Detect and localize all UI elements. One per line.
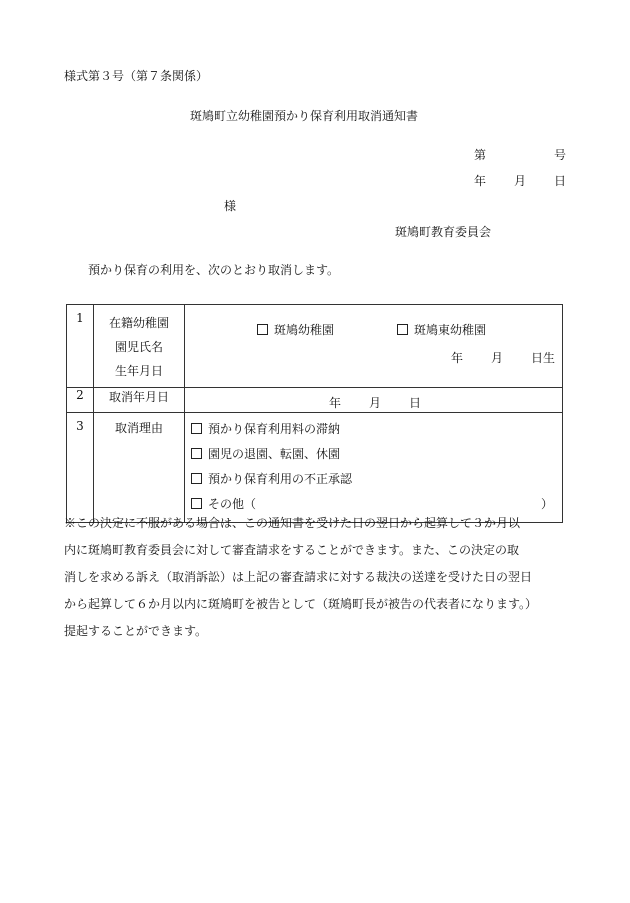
cancel-date-month: 月 — [369, 396, 382, 410]
reason-other[interactable]: その他（ ） — [191, 492, 562, 517]
checkbox-icon[interactable] — [397, 324, 408, 335]
issue-date-month: 月 — [514, 174, 527, 188]
label-birthdate: 生年月日 — [114, 364, 163, 378]
table-row — [67, 413, 563, 523]
dob-year: 年 — [451, 351, 464, 365]
sender-name: 斑鳩町教育委員会 — [395, 225, 492, 239]
recipient-honorific: 様 — [224, 199, 237, 213]
other-close-paren: ） — [541, 497, 554, 511]
table-row — [67, 388, 563, 413]
checkbox-icon[interactable] — [257, 324, 268, 335]
cancel-date-year: 年 — [329, 396, 342, 410]
dob-day: 日生 — [531, 351, 556, 365]
notice-line: 提起することができます。 — [64, 624, 208, 638]
notice-line: 消しを求める訴え（取消訴訟）は上記の審査請求に対する裁決の送達を受けた日の翌日 — [64, 570, 533, 584]
row-number: 3 — [67, 413, 94, 523]
reason-unpaid-fee[interactable]: 預かり保育利用料の滞納 — [191, 417, 562, 442]
row-number: 2 — [67, 388, 94, 413]
option-ikaruga-higashi-kindergarten[interactable]: 斑鳩東幼稚園 — [397, 321, 486, 338]
checkbox-icon[interactable] — [191, 423, 202, 434]
row-number: 1 — [67, 305, 94, 388]
notice-line: 内に斑鳩町教育委員会に対して審査請求をすることができます。また、この決定の取 — [64, 543, 520, 557]
cancellation-table — [66, 304, 563, 523]
reason-improper-approval[interactable]: 預かり保育利用の不正承認 — [191, 467, 562, 492]
dob-month: 月 — [491, 351, 504, 365]
document-title: 斑鳩町立幼稚園預かり保育利用取消通知書 — [190, 109, 419, 123]
cancel-date-cell — [185, 388, 563, 413]
appeal-notice — [64, 510, 572, 645]
issue-date-day: 日 — [554, 174, 567, 188]
doc-number-prefix: 第 — [474, 148, 487, 162]
reasons-cell — [185, 413, 563, 523]
notice-line: から起算して６か月以内に斑鳩町を被告として（斑鳩町長が被告の代表者になります。） — [64, 597, 538, 611]
checkbox-icon[interactable] — [191, 448, 202, 459]
reason-withdrawal[interactable]: 園児の退園、転園、休園 — [191, 442, 562, 467]
checkbox-icon[interactable] — [191, 473, 202, 484]
issue-date-year: 年 — [474, 174, 487, 188]
notice-line: ※この決定に不服がある場合は、この通知書を受けた日の翌日から起算して３か月以 — [64, 516, 521, 530]
option-ikaruga-kindergarten[interactable]: 斑鳩幼稚園 — [257, 321, 334, 338]
row-label-block — [94, 305, 185, 388]
doc-number-suffix: 号 — [554, 148, 567, 162]
form-number: 様式第３号（第７条関係） — [64, 69, 209, 83]
label-kindergarten: 在籍幼稚園 — [108, 316, 169, 330]
label-cancel-date: 取消年月日 — [94, 388, 185, 413]
label-child-name: 園児氏名 — [114, 340, 163, 354]
kindergarten-cell — [185, 305, 563, 388]
label-cancel-reason: 取消理由 — [94, 413, 185, 523]
checkbox-icon[interactable] — [191, 498, 202, 509]
lead-sentence: 預かり保育の利用を、次のとおり取消します。 — [88, 263, 340, 277]
cancel-date-day: 日 — [409, 396, 422, 410]
table-row — [67, 305, 563, 388]
